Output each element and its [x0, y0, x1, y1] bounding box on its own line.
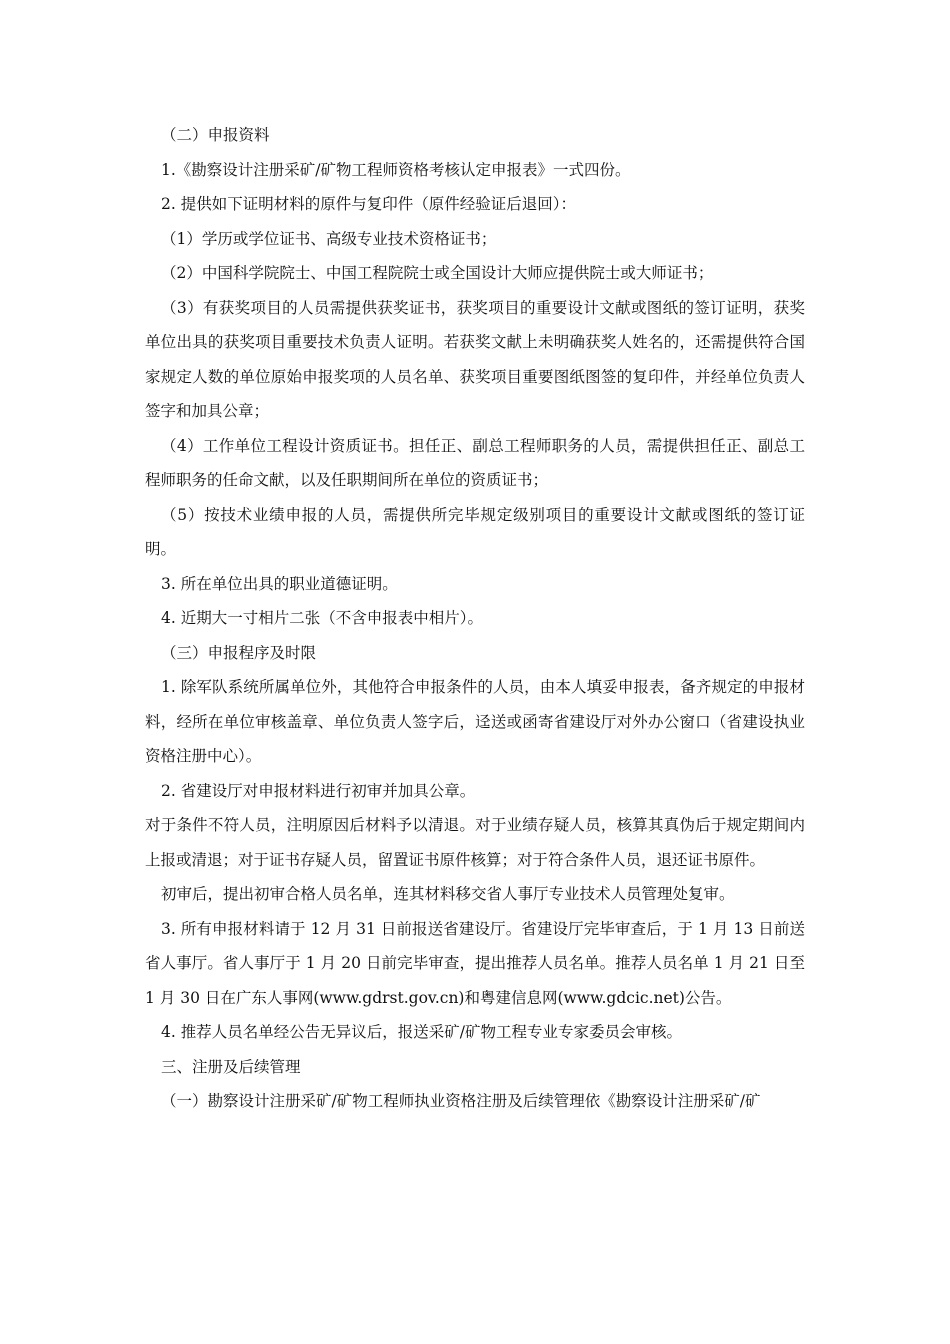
paragraph: 4. 推荐人员名单经公告无异议后，报送采矿/矿物工程专业专家委员会审核。	[161, 1023, 682, 1041]
paragraph: （5）按技术业绩申报的人员，需提供所完毕规定级别项目的重要设计文献或图纸的签订证明。	[145, 505, 805, 558]
paragraph: 3. 所有申报材料请于 12 月 31 日前报送省建设厅。省建设厅完毕审查后，于 1 月 13 日前送省人事厅。省人事厅于 1 月 20 日前完毕审查，提出推荐人员名单。推荐人员名单 1 月 21 日至 1 月 30 日在广东人事网(www.gdrst.gov.cn)和粤建信息网(www.gdcic.net)公告。	[145, 919, 805, 1007]
paragraph: 2. 省建设厅对申报材料进行初审并加具公章。	[161, 781, 476, 800]
paragraph: （一）勘察设计注册采矿/矿物工程师执业资格注册及后续管理依《勘察设计注册采矿/矿	[161, 1092, 761, 1110]
section-heading-registration: 三、注册及后续管理	[161, 1057, 301, 1076]
document-body	[145, 118, 805, 1119]
paragraph: （2）中国科学院院士、中国工程院院士或全国设计大师应提供院士或大师证书；	[161, 264, 714, 282]
paragraph: （1）学历或学位证书、高级专业技术资格证书；	[161, 229, 497, 248]
paragraph: 4. 近期大一寸相片二张（不含申报表中相片）。	[161, 609, 483, 627]
paragraph: （4）工作单位工程设计资质证书。担任正、副总工程师职务的人员，需提供担任正、副总工程师职务的任命文献，以及任职期间所在单位的资质证书；	[145, 436, 805, 489]
section-heading-application-materials: （二）申报资料	[161, 126, 270, 144]
paragraph: 初审后，提出初审合格人员名单，连其材料移交省人事厅专业技术人员管理处复审。	[161, 885, 735, 903]
section-heading-procedure: （三）申报程序及时限	[161, 643, 317, 662]
paragraph: 对于条件不符人员，注明原因后材料予以清退。对于业绩存疑人员，核算其真伪后于规定期间内上报或清退；对于证书存疑人员，留置证书原件核算；对于符合条件人员，退还证书原件。	[145, 816, 805, 869]
paragraph: 1. 除军队系统所属单位外，其他符合申报条件的人员，由本人填妥申报表，备齐规定的申报材料，经所在单位审核盖章、单位负责人签字后，迳送或函寄省建设厅对外办公窗口（省建设执业资格注册中心）。	[145, 678, 805, 765]
paragraph: 3. 所在单位出具的职业道德证明。	[161, 574, 398, 593]
paragraph: 1.《勘察设计注册采矿/矿物工程师资格考核认定申报表》一式四份。	[161, 160, 631, 179]
paragraph: （3）有获奖项目的人员需提供获奖证书，获奖项目的重要设计文献或图纸的签订证明，获奖单位出具的获奖项目重要技术负责人证明。若获奖文献上未明确获奖人姓名的，还需提供符合国家规定人数的单位原始申报奖项的人员名单、获奖项目重要图纸图签的复印件，并经单位负责人签字和加具公章；	[145, 298, 805, 420]
paragraph: 2. 提供如下证明材料的原件与复印件（原件经验证后退回）：	[161, 195, 576, 213]
